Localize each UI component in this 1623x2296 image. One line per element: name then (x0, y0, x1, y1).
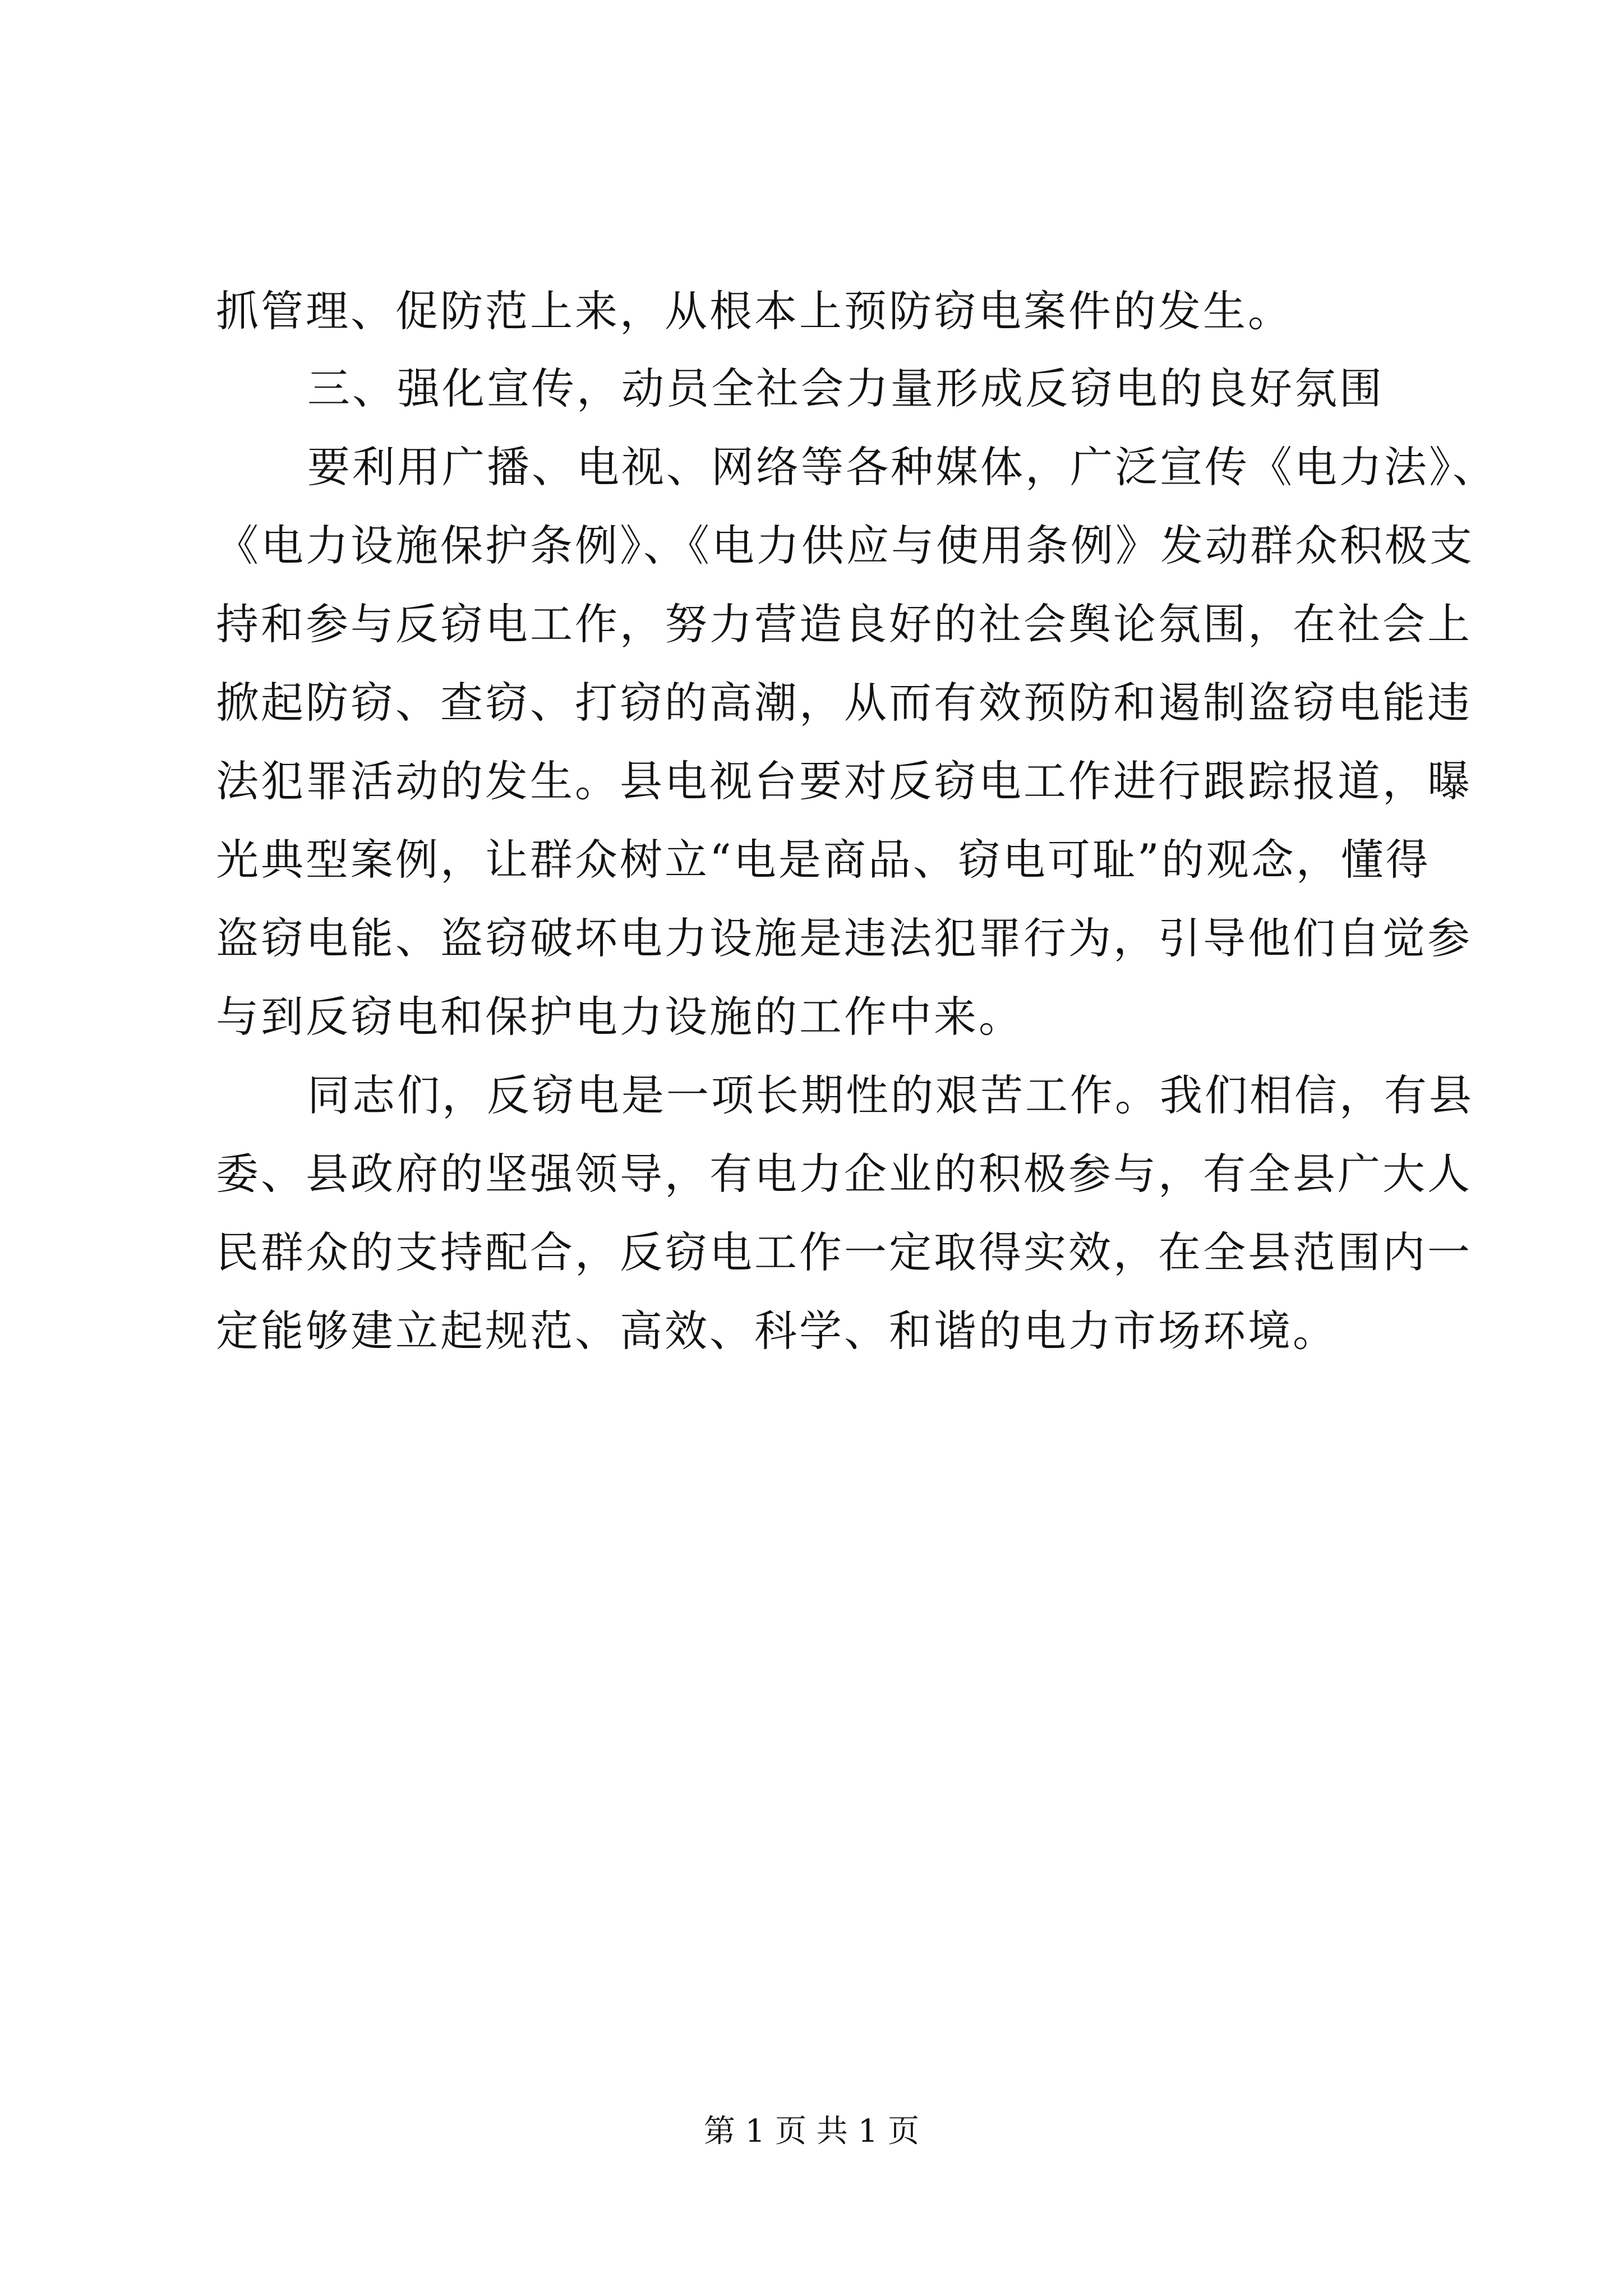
text-line: 委、县政府的坚强领导，有电力企业的积极参与，有全县广大人 (216, 1149, 1472, 1199)
page-footer: 第 1 页 共 1 页 (703, 2113, 920, 2150)
text-line: 要利用广播、电视、网络等各种媒体，广泛宣传《电力法》、 (307, 442, 1497, 492)
text-line: 掀起防窃、查窃、打窃的高潮，从而有效预防和遏制盗窃电能违 (216, 678, 1472, 728)
text-line: 持和参与反窃电工作，努力营造良好的社会舆论氛围，在社会上 (216, 599, 1472, 649)
text-line: 《电力设施保护条例》、《电力供应与使用条例》发动群众积极支 (216, 521, 1474, 570)
text-line: 定能够建立起规范、高效、科学、和谐的电力市场环境。 (216, 1306, 1338, 1356)
text-line: 同志们，反窃电是一项长期性的艰苦工作。我们相信，有县 (307, 1070, 1474, 1120)
text-line: 光典型案例，让群众树立“电是商品、窃电可耻”的观念，懂得 (216, 835, 1431, 885)
text-line: 抓管理、促防范上来，从根本上预防窃电案件的发生。 (216, 286, 1293, 336)
text-line: 法犯罪活动的发生。县电视台要对反窃电工作进行跟踪报道，曝 (216, 756, 1472, 806)
text-line: 民群众的支持配合，反窃电工作一定取得实效，在全县范围内一 (216, 1227, 1472, 1277)
section-heading: 三、强化宣传，动员全社会力量形成反窃电的良好氛围 (307, 364, 1384, 413)
text-line: 盗窃电能、盗窃破坏电力设施是违法犯罪行为，引导他们自觉参 (216, 913, 1472, 963)
text-line: 与到反窃电和保护电力设施的工作中来。 (216, 992, 1023, 1042)
